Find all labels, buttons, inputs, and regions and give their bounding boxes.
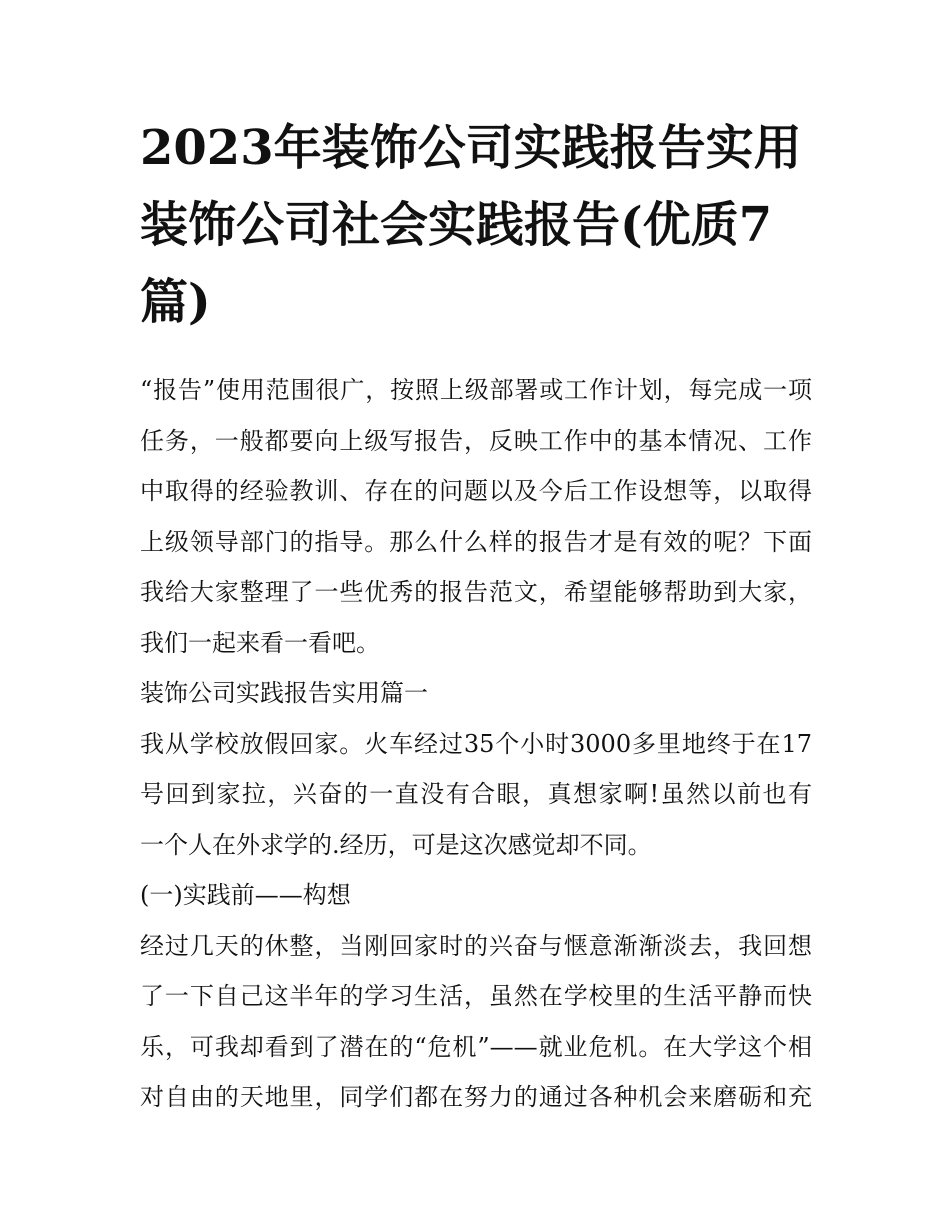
body-line-4: 上级领导部门的指导。那么什么样的报告才是有效的呢？下面 xyxy=(140,527,812,556)
body-line-13: 了一下自己这半年的学习生活，虽然在学校里的生活平静而快 xyxy=(140,982,812,1010)
body-line-3: 中取得的经验教训、存在的问题以及今后工作设想等，以取得 xyxy=(140,477,812,505)
body-line-10: 一个人在外求学的.经历，可是这次感觉却不同。 xyxy=(140,830,652,859)
body-line-15: 对自由的天地里，同学们都在努力的通过各种机会来磨砺和充 xyxy=(140,1083,812,1111)
body-line-8: 我从学校放假回家。火车经过35个小时3000多里地终于在17 xyxy=(140,729,812,758)
body-line-5: 我给大家整理了一些优秀的报告范文，希望能够帮助到大家， xyxy=(140,578,812,606)
body-line-14: 乐，可我却看到了潜在的“危机”——就业危机。在大学这个相 xyxy=(140,1032,812,1061)
title-line-2: 装饰公司社会实践报告(优质7 xyxy=(140,197,773,253)
body-line-12: 经过几天的休整，当刚回家时的兴奋与惬意渐渐淡去，我回想 xyxy=(140,931,812,960)
document-title xyxy=(140,110,812,341)
body-line-6: 我们一起来看一看吧。 xyxy=(140,628,380,657)
body-line-1: “报告”使用范围很广，按照上级部署或工作计划，每完成一项 xyxy=(140,376,812,404)
document-body xyxy=(140,365,812,1123)
body-line-2: 任务，一般都要向上级写报告，反映工作中的基本情况、工作 xyxy=(140,426,812,455)
title-line-3: 篇) xyxy=(140,274,211,330)
body-line-9: 号回到家拉，兴奋的一直没有合眼，真想家啊!虽然以前也有 xyxy=(140,780,812,808)
title-line-1: 2023年装饰公司实践报告实用 xyxy=(140,120,802,176)
document-page xyxy=(140,110,812,1123)
section-heading-1: 装饰公司实践报告实用篇一 xyxy=(140,679,428,707)
subsection-heading-1: (一)实践前——构想 xyxy=(140,881,351,909)
